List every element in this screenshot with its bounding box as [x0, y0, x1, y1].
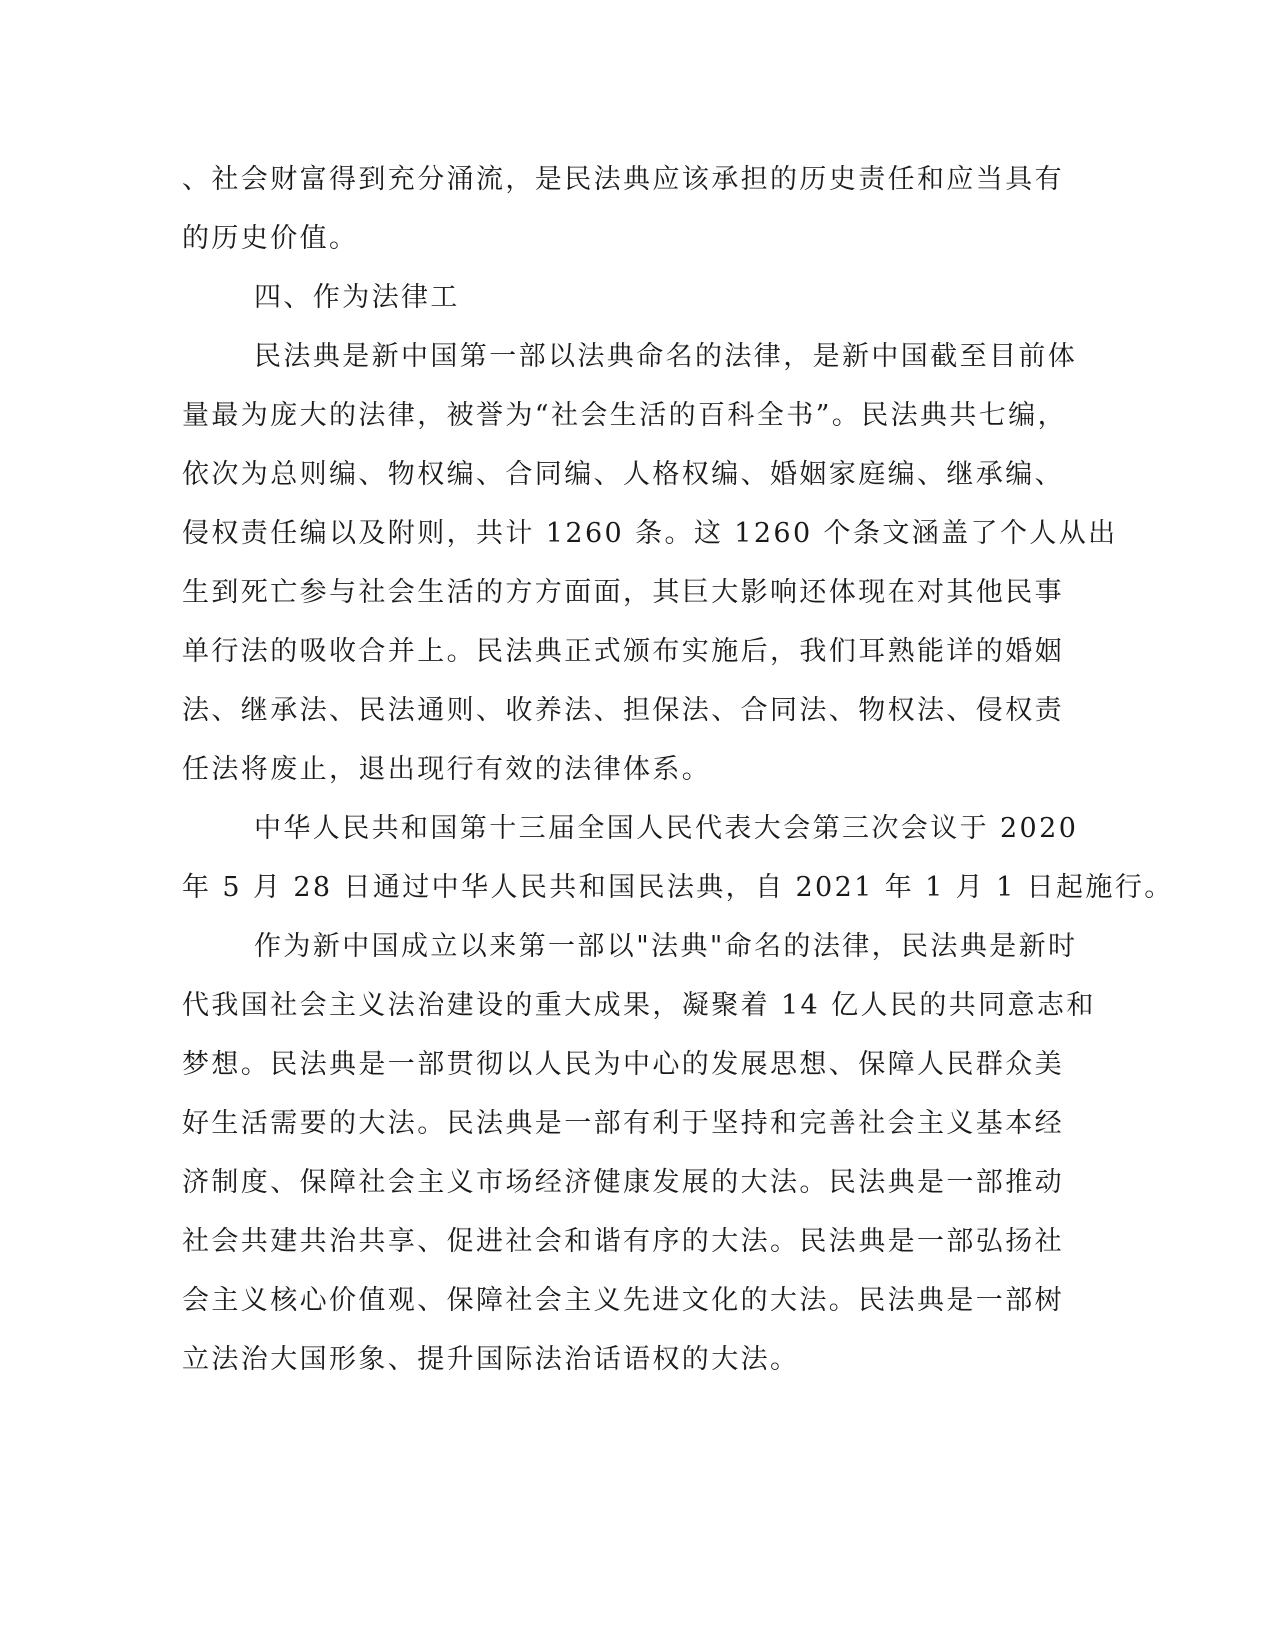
section-heading: 四、作为法律工	[254, 282, 460, 313]
text-line: 法、继承法、民法通则、收养法、担保法、合同法、物权法、侵权责	[182, 695, 1064, 726]
text-line: 梦想。民法典是一部贯彻以人民为中心的发展思想、保障人民群众美	[182, 1049, 1064, 1080]
text-line: 任法将废止，退出现行有效的法律体系。	[182, 754, 712, 785]
text-line: 社会共建共治共享、促进社会和谐有序的大法。民法典是一部弘扬社	[182, 1226, 1064, 1257]
text-line: 的历史价值。	[182, 223, 359, 254]
text-line: 生到死亡参与社会生活的方方面面，其巨大影响还体现在对其他民事	[182, 577, 1064, 608]
text-line: 侵权责任编以及附则，共计 1260 条。这 1260 个条文涵盖了个人从出	[182, 518, 1118, 549]
text-line: 依次为总则编、物权编、合同编、人格权编、婚姻家庭编、继承编、	[182, 459, 1064, 490]
text-line: 立法治大国形象、提升国际法治话语权的大法。	[182, 1344, 800, 1375]
text-line: 单行法的吸收合并上。民法典正式颁布实施后，我们耳熟能详的婚姻	[182, 636, 1064, 667]
paragraph-first-line: 作为新中国成立以来第一部以"法典"命名的法律，民法典是新时	[254, 931, 1078, 962]
text-line: 年 5 月 28 日通过中华人民共和国民法典，自 2021 年 1 月 1 日起施行。	[182, 872, 1174, 903]
text-line: 代我国社会主义法治建设的重大成果，凝聚着 14 亿人民的共同意志和	[182, 990, 1096, 1021]
text-line: 会主义核心价值观、保障社会主义先进文化的大法。民法典是一部树	[182, 1285, 1064, 1316]
paragraph-first-line: 民法典是新中国第一部以法典命名的法律，是新中国截至目前体	[254, 341, 1078, 372]
text-line: 济制度、保障社会主义市场经济健康发展的大法。民法典是一部推动	[182, 1167, 1064, 1198]
text-line: 好生活需要的大法。民法典是一部有利于坚持和完善社会主义基本经	[182, 1108, 1064, 1139]
paragraph-first-line: 中华人民共和国第十三届全国人民代表大会第三次会议于 2020	[254, 813, 1079, 844]
text-line: 、社会财富得到充分涌流，是民法典应该承担的历史责任和应当具有	[182, 164, 1064, 195]
text-line: 量最为庞大的法律，被誉为“社会生活的百科全书”。民法典共七编，	[182, 400, 1068, 431]
